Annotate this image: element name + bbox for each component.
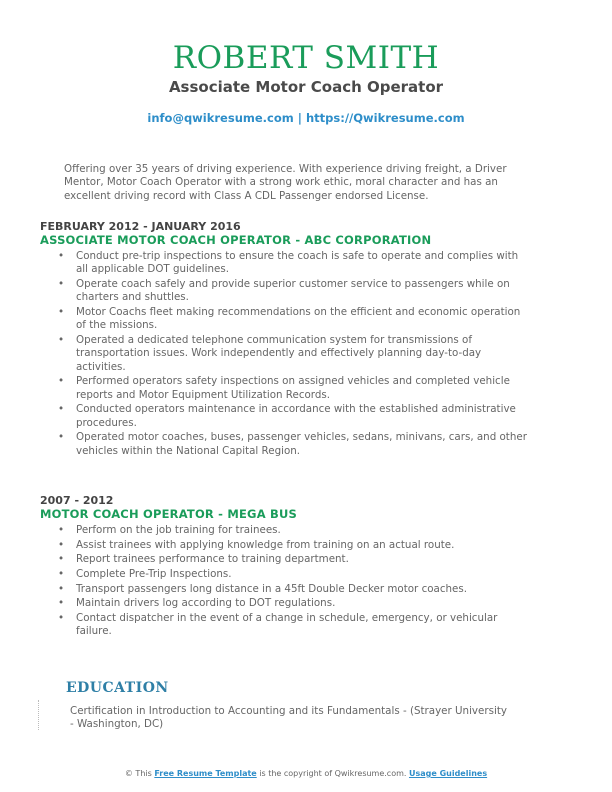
email-link[interactable]: info@qwikresume.com (147, 111, 294, 125)
education-divider (38, 700, 39, 730)
bullet-icon: • (58, 250, 65, 262)
list-item: • Conduct pre-trip inspections to ensure the coach is safe to operate and complies with all applicable DOT guidelines. (58, 250, 519, 276)
list-item: • Perform on the job training for trainees. (58, 524, 281, 536)
bullet-icon: • (58, 538, 65, 551)
bullet-icon: • (58, 553, 65, 566)
bullet-icon: • (58, 333, 65, 346)
bullet-icon: • (58, 403, 65, 416)
job-bullet-list (58, 524, 528, 640)
job-heading: ASSOCIATE MOTOR COACH OPERATOR - ABC CORPORATION (40, 233, 432, 247)
education-entry: Certification in Introduction to Accounting and its Fundamentals - (Strayer University - Washington, DC) (70, 705, 507, 731)
bullet-icon: • (58, 612, 65, 625)
contact-separator: | (293, 111, 306, 125)
usage-guidelines-link[interactable]: Usage Guidelines (408, 769, 488, 778)
list-item: • Operated a dedicated telephone communication system for transmissions of transportation issues. Work independently and effectively planning day-to-day activities. (58, 333, 482, 373)
job-title: Associate Motor Coach Operator (168, 78, 444, 96)
footer-prefix: This (132, 769, 155, 778)
job-bullet-list (58, 250, 528, 459)
bullet-icon: • (58, 568, 65, 581)
bullet-icon: • (58, 305, 65, 318)
list-item: • Performed operators safety inspections on assigned vehicles and completed vehicle reports and Motor Equipment Utilization Records. (58, 375, 510, 401)
summary-paragraph: Offering over 35 years of driving experience. With experience driving freight, a Driver Mentor, Motor Coach Operator with a strong work ethic, moral character and has an excellent driving record with Class A CDL Passenger endorsed License. (64, 163, 507, 202)
bullet-icon: • (58, 597, 65, 610)
list-item: • Maintain drivers log according to DOT regulations. (58, 597, 336, 610)
website-link[interactable]: https://Qwikresume.com (305, 111, 465, 125)
copyright-icon: © (124, 769, 133, 778)
list-item: • Report trainees performance to training department. (58, 553, 349, 566)
candidate-name: ROBERT SMITH (172, 40, 440, 76)
job-heading: MOTOR COACH OPERATOR - MEGA BUS (40, 507, 297, 521)
job-dates: 2007 - 2012 (40, 494, 114, 507)
list-item: • Operated motor coaches, buses, passenger vehicles, sedans, minivans, cars, and other vehicles within the National Capital Region. (58, 431, 527, 457)
list-item: • Transport passengers long distance in a 45ft Double Decker motor coaches. (58, 582, 467, 595)
contact-line (0, 111, 612, 126)
list-item: • Conducted operators maintenance in accordance with the established administrative procedures. (58, 403, 516, 429)
bullet-icon: • (58, 277, 65, 290)
list-item: • Operate coach safely and provide superior customer service to passengers while on charters and shuttles. (58, 277, 510, 304)
free-resume-template-link[interactable]: Free Resume Template (154, 769, 257, 778)
list-item: • Motor Coachs fleet making recommendations on the efficient and economic operation of the missions. (58, 305, 521, 332)
list-item: • Contact dispatcher in the event of a change in schedule, emergency, or vehicular failure. (58, 612, 498, 638)
footer-middle: is the copyright of Qwikresume.com. (256, 769, 409, 778)
education-heading: EDUCATION (66, 680, 169, 696)
bullet-icon: • (58, 524, 65, 536)
list-item: • Assist trainees with applying knowledge from training on an actual route. (58, 538, 455, 551)
bullet-icon: • (58, 582, 65, 595)
list-item: • Complete Pre-Trip Inspections. (58, 568, 232, 581)
job-dates: FEBRUARY 2012 - JANUARY 2016 (40, 220, 241, 233)
bullet-icon: • (58, 431, 65, 444)
bullet-icon: • (58, 375, 65, 388)
footer (0, 768, 612, 779)
